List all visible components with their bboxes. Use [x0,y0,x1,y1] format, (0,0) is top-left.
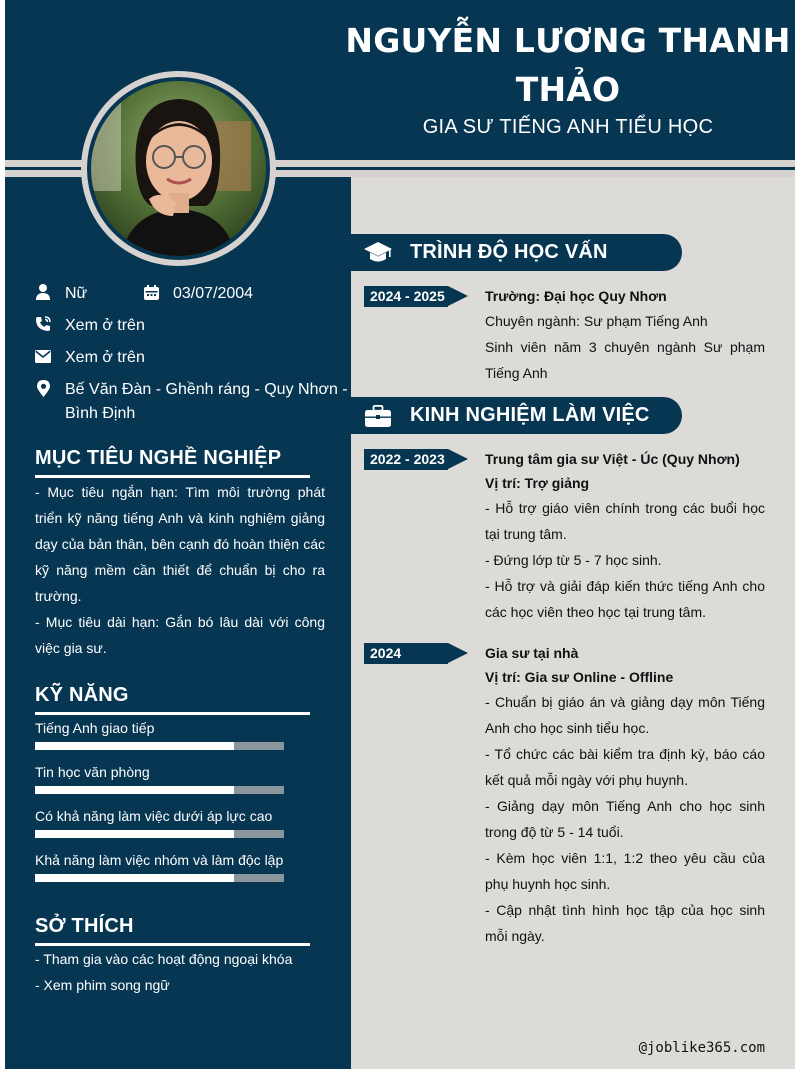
hobby-item: - Xem phim song ngữ [35,977,170,993]
phone-icon [35,315,51,333]
phone-value: Xem ở trên [65,317,145,334]
address-line-2: Bình Định [65,405,136,422]
objective-rule [35,475,310,478]
skill-bar [35,874,284,882]
avatar [91,81,266,256]
skill-bar-fill [35,830,234,838]
skill-bar [35,742,284,750]
education-detail-line-1: Sinh viên năm 3 chuyên ngành Sư phạm [485,339,765,355]
education-title: TRÌNH ĐỘ HỌC VẤN [410,241,608,263]
date-tag-arrow [448,643,468,663]
address-value [65,378,348,426]
location-pin-icon [35,379,51,397]
avatar-photo [91,81,266,256]
job-date-tag [364,449,468,470]
hobbies-title: SỞ THÍCH [35,915,134,937]
watermark: @joblike365.com [638,1040,765,1056]
envelope-icon [35,347,51,365]
name-line-2: THẢO [515,70,621,109]
job-date: 2022 - 2023 [364,449,448,470]
job-date: 2024 [364,643,448,664]
education-detail-line-2: Tiếng Anh [485,365,548,381]
skill-bar-fill [35,786,234,794]
birthday-row [143,282,253,306]
skill-label: Khả năng làm việc nhóm và làm độc lập [35,852,284,868]
cv-page [5,0,795,1069]
experience-header [351,397,682,434]
objective-long-term: - Mục tiêu dài hạn: Gắn bó lâu dài với công việc gia sư. [35,614,325,656]
phone-row [35,314,145,338]
skill-label: Tin học văn phòng [35,764,150,780]
education-date-tag [364,286,468,307]
education-major: Chuyên ngành: Sư phạm Tiếng Anh [485,313,708,329]
job-duty: - Tổ chức các bài kiểm tra định kỳ, báo cáo kết quả mỗi ngày với phụ huynh. [485,746,765,788]
job-position: Vị trí: Trợ giảng [485,475,590,491]
email-row [35,346,145,370]
address-row [35,378,348,426]
birthday-value: 03/07/2004 [173,285,254,302]
job-duty: - Hỗ trợ và giải đáp kiến thức tiếng Anh cho các học viên theo học tại trung tâm. [485,578,765,620]
briefcase-icon [364,405,392,427]
job-company: Trung tâm gia sư Việt - Úc (Quy Nhơn) [485,451,740,467]
skill-bar-fill [35,874,234,882]
objective-short-term: - Mục tiêu ngắn hạn: Tìm môi trường phát triển kỹ năng tiếng Anh và kinh nghiệm giảng dạy của bản thân, bên cạnh đó hoàn thiện các kỹ năng mềm cần thiết để chuẩn bị cho ra trường. [35,484,325,604]
education-entry [485,284,765,386]
job-title: GIA SƯ TIẾNG ANH TIỂU HỌC [422,116,714,138]
date-tag-arrow [448,449,468,469]
job-company: Gia sư tại nhà [485,645,579,661]
graduation-cap-icon [364,242,392,264]
job-duty: - Hỗ trợ giáo viên chính trong các buổi học tại trung tâm. [485,500,765,542]
education-date: 2024 - 2025 [364,286,448,307]
skill-bar [35,786,284,794]
gender-row [35,282,87,306]
experience-title: KINH NGHIỆM LÀM VIỆC [410,404,650,426]
skills-rule [35,712,310,715]
skill-bar-fill [35,742,234,750]
skills-title: KỸ NĂNG [35,684,129,706]
job-duty: - Kèm học viên 1:1, 1:2 theo yêu cầu của phụ huynh học sinh. [485,850,765,892]
job-duty: - Giảng dạy môn Tiếng Anh cho học sinh trong độ từ 5 - 14 tuổi. [485,798,765,840]
job-duty: - Chuẩn bị giáo án và giảng dạy môn Tiếng Anh cho học sinh tiểu học. [485,694,765,736]
skill-label: Có khả năng làm việc dưới áp lực cao [35,808,273,824]
education-school: Trường: Đại học Quy Nhơn [485,288,667,304]
objective-title: MỤC TIÊU NGHỀ NGHIỆP [35,447,282,469]
job-duty: - Cập nhật tình hình học tập của học sinh mỗi ngày. [485,902,765,944]
candidate-name [345,16,791,114]
job-duty: - Đứng lớp từ 5 - 7 học sinh. [485,552,662,568]
email-value: Xem ở trên [65,349,145,366]
name-line-1: NGUYỄN LƯƠNG THANH [345,21,791,60]
job-entry [485,447,765,625]
job-entry [485,641,765,949]
education-header [351,234,682,271]
date-tag-arrow [448,286,468,306]
address-line-1: Bế Văn Đàn - Ghềnh ráng - Quy Nhơn - [65,381,348,398]
user-icon [35,283,51,301]
hobby-item: - Tham gia vào các hoạt động ngoại khóa [35,951,293,967]
calendar-icon [143,283,159,301]
gender-value: Nữ [65,285,88,302]
job-position: Vị trí: Gia sư Online - Offline [485,669,674,685]
skill-bar [35,830,284,838]
job-date-tag [364,643,468,664]
hobbies-rule [35,943,310,946]
skill-label: Tiếng Anh giao tiếp [35,720,155,736]
